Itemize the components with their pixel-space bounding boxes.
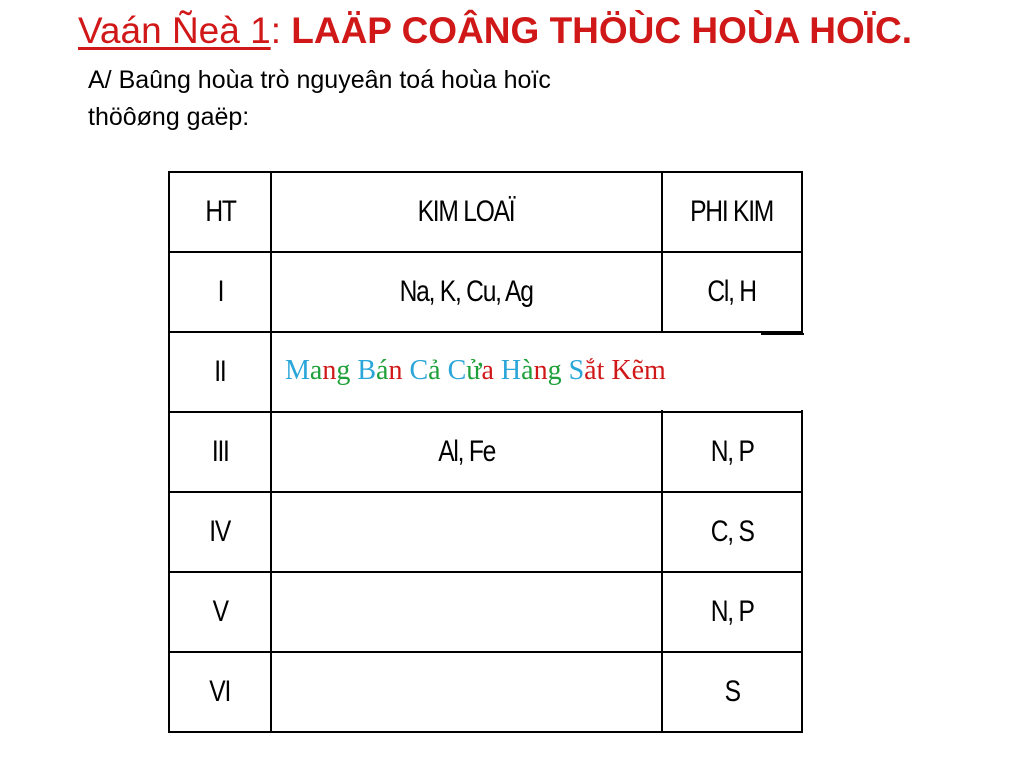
mnemonic-overlay-box xyxy=(273,333,804,410)
nonmetals-cell: N, P xyxy=(662,572,802,652)
mnemonic-segment: H xyxy=(493,355,522,386)
nonmetals-cell: S xyxy=(662,652,802,732)
slide-title xyxy=(78,10,912,52)
mnemonic-segment: ả xyxy=(428,355,441,386)
table-row xyxy=(169,412,802,492)
mnemonic-segment: n xyxy=(388,355,403,386)
metals-cell: Al, Fe xyxy=(271,412,662,492)
mnemonic-segment: t xyxy=(596,355,605,386)
valence-cell: II xyxy=(169,332,271,412)
table-border-stub xyxy=(761,333,804,335)
metals-cell xyxy=(271,572,662,652)
mnemonic-segment: C xyxy=(402,355,429,386)
valence-cell: I xyxy=(169,252,271,332)
mnemonic-segment: S xyxy=(561,355,585,386)
subtitle xyxy=(88,62,688,136)
mnemonic-segment: ử xyxy=(466,355,482,386)
table-row xyxy=(169,572,802,652)
mnemonic-segment: B xyxy=(350,355,377,386)
mnemonic-segment: n xyxy=(322,355,337,386)
mnemonic-segment: g xyxy=(336,355,351,386)
table-row xyxy=(169,652,802,732)
nonmetals-cell: Cl, H xyxy=(662,252,802,332)
mnemonic-segment: a xyxy=(309,355,323,386)
header-cell-valence: HT xyxy=(169,172,271,252)
table-header-row xyxy=(169,172,802,252)
subtitle-line-1: A/ Baûng hoùa trò nguyeân toá hoùa hoïc xyxy=(88,66,551,94)
valence-cell: IV xyxy=(169,492,271,572)
mnemonic-segment: n xyxy=(533,355,548,386)
valence-cell: VI xyxy=(169,652,271,732)
header-cell-metals: KIM LOAÏ xyxy=(271,172,662,252)
mnemonic-segment: C xyxy=(440,355,467,386)
mnemonic-segment: a xyxy=(481,355,494,386)
mnemonic-text xyxy=(285,355,666,387)
valence-table xyxy=(168,171,803,733)
table-row xyxy=(169,252,802,332)
title-main: LAÄP COÂNG THÖÙC HOÙA HOÏC. xyxy=(291,10,913,51)
metals-cell xyxy=(271,492,662,572)
nonmetals-cell: N, P xyxy=(662,412,802,492)
mnemonic-segment: Kẽm xyxy=(604,355,666,386)
title-separator: : xyxy=(270,10,281,51)
mnemonic-segment: g xyxy=(547,355,562,386)
metals-cell xyxy=(271,652,662,732)
mnemonic-segment: á xyxy=(376,355,389,386)
mnemonic-segment: à xyxy=(521,355,534,386)
valence-cell: V xyxy=(169,572,271,652)
valence-cell: III xyxy=(169,412,271,492)
header-cell-nonmetals: PHI KIM xyxy=(662,172,802,252)
mnemonic-segment: ắ xyxy=(584,355,597,386)
title-lead: Vaán Ñeà 1 xyxy=(78,10,271,51)
table-row xyxy=(169,492,802,572)
mnemonic-segment: M xyxy=(285,355,310,386)
nonmetals-cell: C, S xyxy=(662,492,802,572)
metals-cell: Na, K, Cu, Ag xyxy=(271,252,662,332)
subtitle-line-2: thöôøng gaëp: xyxy=(88,103,250,131)
